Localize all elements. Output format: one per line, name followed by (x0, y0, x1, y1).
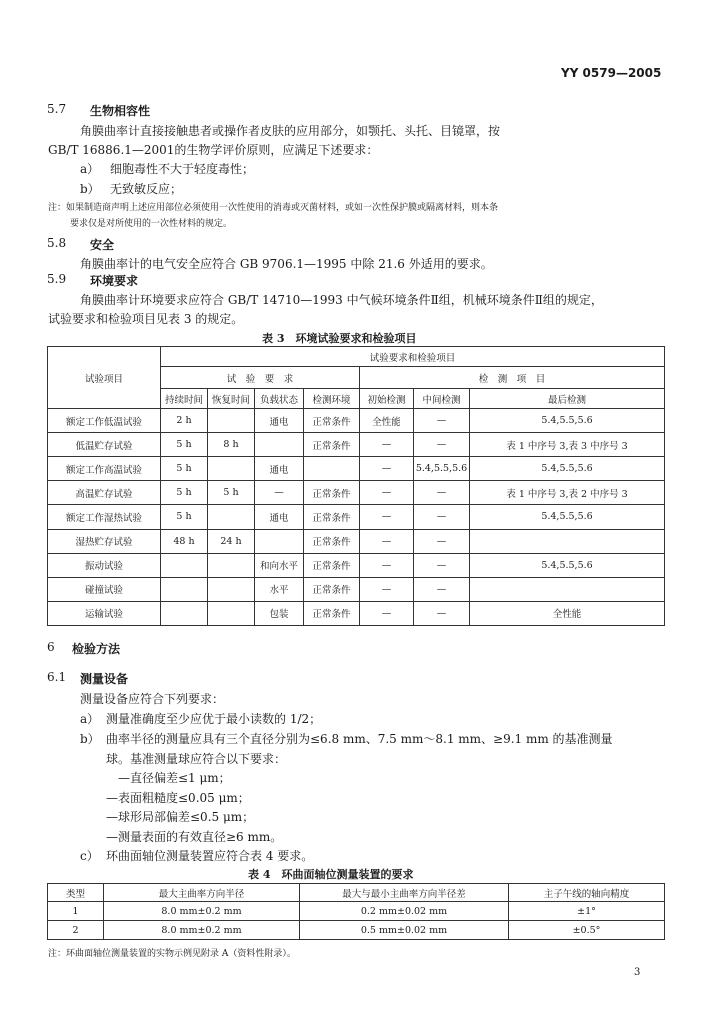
table3-cell (470, 577, 665, 601)
table3-cell (255, 529, 304, 553)
table3-cell: 5 h (208, 481, 255, 505)
section-6-1-sub1: —直径偏差≤1 μm； (118, 771, 231, 785)
table3-cell: 24 h (208, 529, 255, 553)
table3-cell: — (255, 481, 304, 505)
table3-cell: 5 h (161, 505, 208, 529)
table4-cell: ±1° (509, 902, 665, 921)
page-number: 3 (634, 967, 641, 978)
table3-cell: — (360, 505, 414, 529)
table3-cell: — (360, 433, 414, 457)
table3-cell: 通电 (255, 505, 304, 529)
table3-cell: 5.4,5.5,5.6 (470, 553, 665, 577)
table3-col-load: 负载状态 (255, 389, 304, 409)
section-6-1-item-a: 测量准确度至少应优于最小读数的 1/2； (106, 712, 322, 726)
table-row (48, 409, 665, 433)
table3-cell: — (414, 601, 470, 625)
section-5-7-item-b: 无致敏反应； (110, 182, 183, 196)
section-6-title: 检验方法 (72, 642, 121, 656)
table3-cell: 运输试验 (48, 601, 161, 625)
section-5-7-note-line1: 注：如果制造商声明上述应用部位必须使用一次性使用的消毒或灭菌材料，或如一次性保护膜或隔离材料，则本条 (48, 203, 499, 213)
table4-cell: ±0.5° (509, 921, 665, 940)
section-6-number: 6 (47, 640, 55, 654)
table3-col-recovery: 恢复时间 (208, 389, 255, 409)
section-5-7-title: 生物相容性 (90, 104, 151, 118)
section-6-1-item-a-label: a） (80, 712, 100, 726)
section-6-1-intro: 测量设备应符合下列要求： (80, 692, 225, 706)
table3-cell: 水平 (255, 577, 304, 601)
table3-cell (470, 529, 665, 553)
table4-cell: 0.5 mm±0.02 mm (300, 921, 509, 940)
table3-cell: 高温贮存试验 (48, 481, 161, 505)
section-5-8-number: 5.8 (47, 236, 67, 250)
table3-cell (161, 553, 208, 577)
section-5-7-item-a-label: a） (80, 162, 100, 176)
section-6-1-sub3: —球形局部偏差≤0.5 μm； (106, 810, 255, 824)
table3-cell: 通电 (255, 409, 304, 433)
table3-cell: 表 1 中序号 3,表 3 中序号 3 (470, 433, 665, 457)
section-5-9-body-line1: 角膜曲率计环境要求应符合 GB/T 14710—1993 中气候环境条件Ⅱ组，机械环境条件Ⅱ组的规定， (80, 293, 603, 307)
table3-cell: — (414, 409, 470, 433)
table3-cell: 正常条件 (304, 529, 360, 553)
table3-header-top: 试验要求和检验项目 (161, 347, 665, 367)
table-row (48, 577, 665, 601)
table3-cell (161, 601, 208, 625)
table3-cell (208, 457, 255, 481)
toric-axis-table (47, 883, 665, 940)
table3-cell: — (360, 529, 414, 553)
standard-number: YY 0579—2005 (561, 66, 662, 80)
table3-cell: — (360, 481, 414, 505)
table3-cell: — (414, 433, 470, 457)
table3-cell: 5.4,5.5,5.6 (470, 457, 665, 481)
table3-cell: 正常条件 (304, 553, 360, 577)
table3-cell: — (414, 577, 470, 601)
section-6-1-sub4: —测量表面的有效直径≥6 mm。 (106, 830, 283, 844)
table3-cell: 正常条件 (304, 409, 360, 433)
table3-cell: 2 h (161, 409, 208, 433)
table3-cell: 正常条件 (304, 505, 360, 529)
table3-cell (304, 457, 360, 481)
section-6-1-item-b-line1: 曲率半径的测量应具有三个直径分别为≤6.8 mm、7.5 mm～8.1 mm、≥9.1 mm 的基准测量 (106, 732, 613, 746)
section-5-9-body-line2: 试验要求和检验项目见表 3 的规定。 (48, 312, 244, 326)
table3-cell (208, 601, 255, 625)
table4-cell: 2 (48, 921, 104, 940)
table3-header-requirements: 试 验 要 求 (161, 367, 360, 389)
section-5-9-title: 环境要求 (90, 274, 139, 288)
table3-col-env: 检测环境 (304, 389, 360, 409)
table-row (48, 553, 665, 577)
table4-cell: 0.2 mm±0.02 mm (300, 902, 509, 921)
table-row (48, 902, 665, 921)
table3-cell: — (360, 553, 414, 577)
table3-cell: — (360, 457, 414, 481)
table4-header-max-radius: 最大主曲率方向半径 (104, 884, 300, 902)
table3-caption: 表 3 环境试验要求和检验项目 (262, 332, 417, 345)
table-row (48, 505, 665, 529)
table4-cell: 8.0 mm±0.2 mm (104, 921, 300, 940)
table3-cell: 5.4,5.5,5.6 (470, 409, 665, 433)
environment-test-table (47, 346, 665, 626)
table3-cell: 48 h (161, 529, 208, 553)
table3-cell: — (414, 481, 470, 505)
table-row (48, 601, 665, 625)
table3-col-duration: 持续时间 (161, 389, 208, 409)
section-5-7-item-a: 细胞毒性不大于轻度毒性； (110, 162, 255, 176)
table3-cell: — (414, 553, 470, 577)
section-6-1-sub2: —表面粗糙度≤0.05 μm； (106, 791, 250, 805)
table4-cell: 1 (48, 902, 104, 921)
table3-cell: — (360, 601, 414, 625)
table3-cell (208, 409, 255, 433)
table3-cell: 全性能 (470, 601, 665, 625)
table-row (48, 529, 665, 553)
table3-cell: 5.4,5.5,5.6 (470, 505, 665, 529)
table-row (48, 481, 665, 505)
table3-cell: 包装 (255, 601, 304, 625)
table4-cell: 8.0 mm±0.2 mm (104, 902, 300, 921)
table3-cell (161, 577, 208, 601)
table3-cell: 5 h (161, 433, 208, 457)
section-5-7-note-line2: 要求仅是对所使用的一次性材料的规定。 (70, 219, 233, 229)
table3-cell: 通电 (255, 457, 304, 481)
table4-caption: 表 4 环曲面轴位测量装置的要求 (248, 868, 414, 881)
table3-cell: 5 h (161, 481, 208, 505)
table3-cell: 碰撞试验 (48, 577, 161, 601)
table3-cell: 湿热贮存试验 (48, 529, 161, 553)
table3-cell: 5 h (161, 457, 208, 481)
table3-cell: 8 h (208, 433, 255, 457)
table-row (48, 921, 665, 940)
table3-cell (208, 577, 255, 601)
section-5-7-item-b-label: b） (80, 182, 100, 196)
table3-cell: 正常条件 (304, 577, 360, 601)
table3-col-initial: 初始检测 (360, 389, 414, 409)
table3-cell: 低温贮存试验 (48, 433, 161, 457)
section-5-7-number: 5.7 (47, 102, 67, 116)
table4-header-diff: 最大与最小主曲率方向半径差 (300, 884, 509, 902)
table-row (48, 433, 665, 457)
section-6-1-item-c: 环曲面轴位测量装置应符合表 4 要求。 (106, 849, 314, 863)
table4-header-accuracy: 主子午线的轴向精度 (509, 884, 665, 902)
section-5-9-number: 5.9 (47, 272, 67, 286)
table3-cell: 全性能 (360, 409, 414, 433)
table4-note: 注：环曲面轴位测量装置的实物示例见附录 A（资料性附录）。 (48, 949, 296, 959)
table3-col-middle: 中间检测 (414, 389, 470, 409)
table3-cell: 额定工作低温试验 (48, 409, 161, 433)
table3-header-test-item: 试验项目 (48, 347, 161, 409)
section-6-1-number: 6.1 (47, 670, 67, 684)
table3-cell: 正常条件 (304, 481, 360, 505)
table3-cell: 额定工作高温试验 (48, 457, 161, 481)
table3-col-final: 最后检测 (470, 389, 665, 409)
section-5-8-title: 安全 (90, 238, 115, 252)
table3-cell: 正常条件 (304, 601, 360, 625)
section-5-7-body-line1: 角膜曲率计直接接触患者或操作者皮肤的应用部分，如颚托、头托、目镜罩，按 (80, 124, 501, 138)
section-6-1-item-b-label: b） (80, 732, 100, 746)
section-6-1-title: 测量设备 (80, 672, 129, 686)
table3-cell: 表 1 中序号 3,表 2 中序号 3 (470, 481, 665, 505)
table3-cell: — (414, 529, 470, 553)
section-5-8-body: 角膜曲率计的电气安全应符合 GB 9706.1—1995 中除 21.6 外适用的要求。 (80, 257, 493, 271)
table3-cell (208, 553, 255, 577)
table-row (48, 457, 665, 481)
table3-cell (208, 505, 255, 529)
table3-cell: 5.4,5.5,5.6 (414, 457, 470, 481)
table3-cell: 振动试验 (48, 553, 161, 577)
table3-cell: — (414, 505, 470, 529)
table3-cell: 额定工作湿热试验 (48, 505, 161, 529)
table3-header-inspection: 检 测 项 目 (360, 367, 665, 389)
table3-cell: 正常条件 (304, 433, 360, 457)
section-5-7-body-line2: GB/T 16886.1—2001的生物学评价原则，应满足下述要求： (48, 143, 379, 157)
table3-cell: 和向水平 (255, 553, 304, 577)
table3-cell (255, 433, 304, 457)
section-6-1-item-b-line2: 球。基准测量球应符合以下要求： (106, 752, 287, 766)
section-6-1-item-c-label: c） (80, 849, 99, 863)
table3-cell: — (360, 577, 414, 601)
table4-header-type: 类型 (48, 884, 104, 902)
